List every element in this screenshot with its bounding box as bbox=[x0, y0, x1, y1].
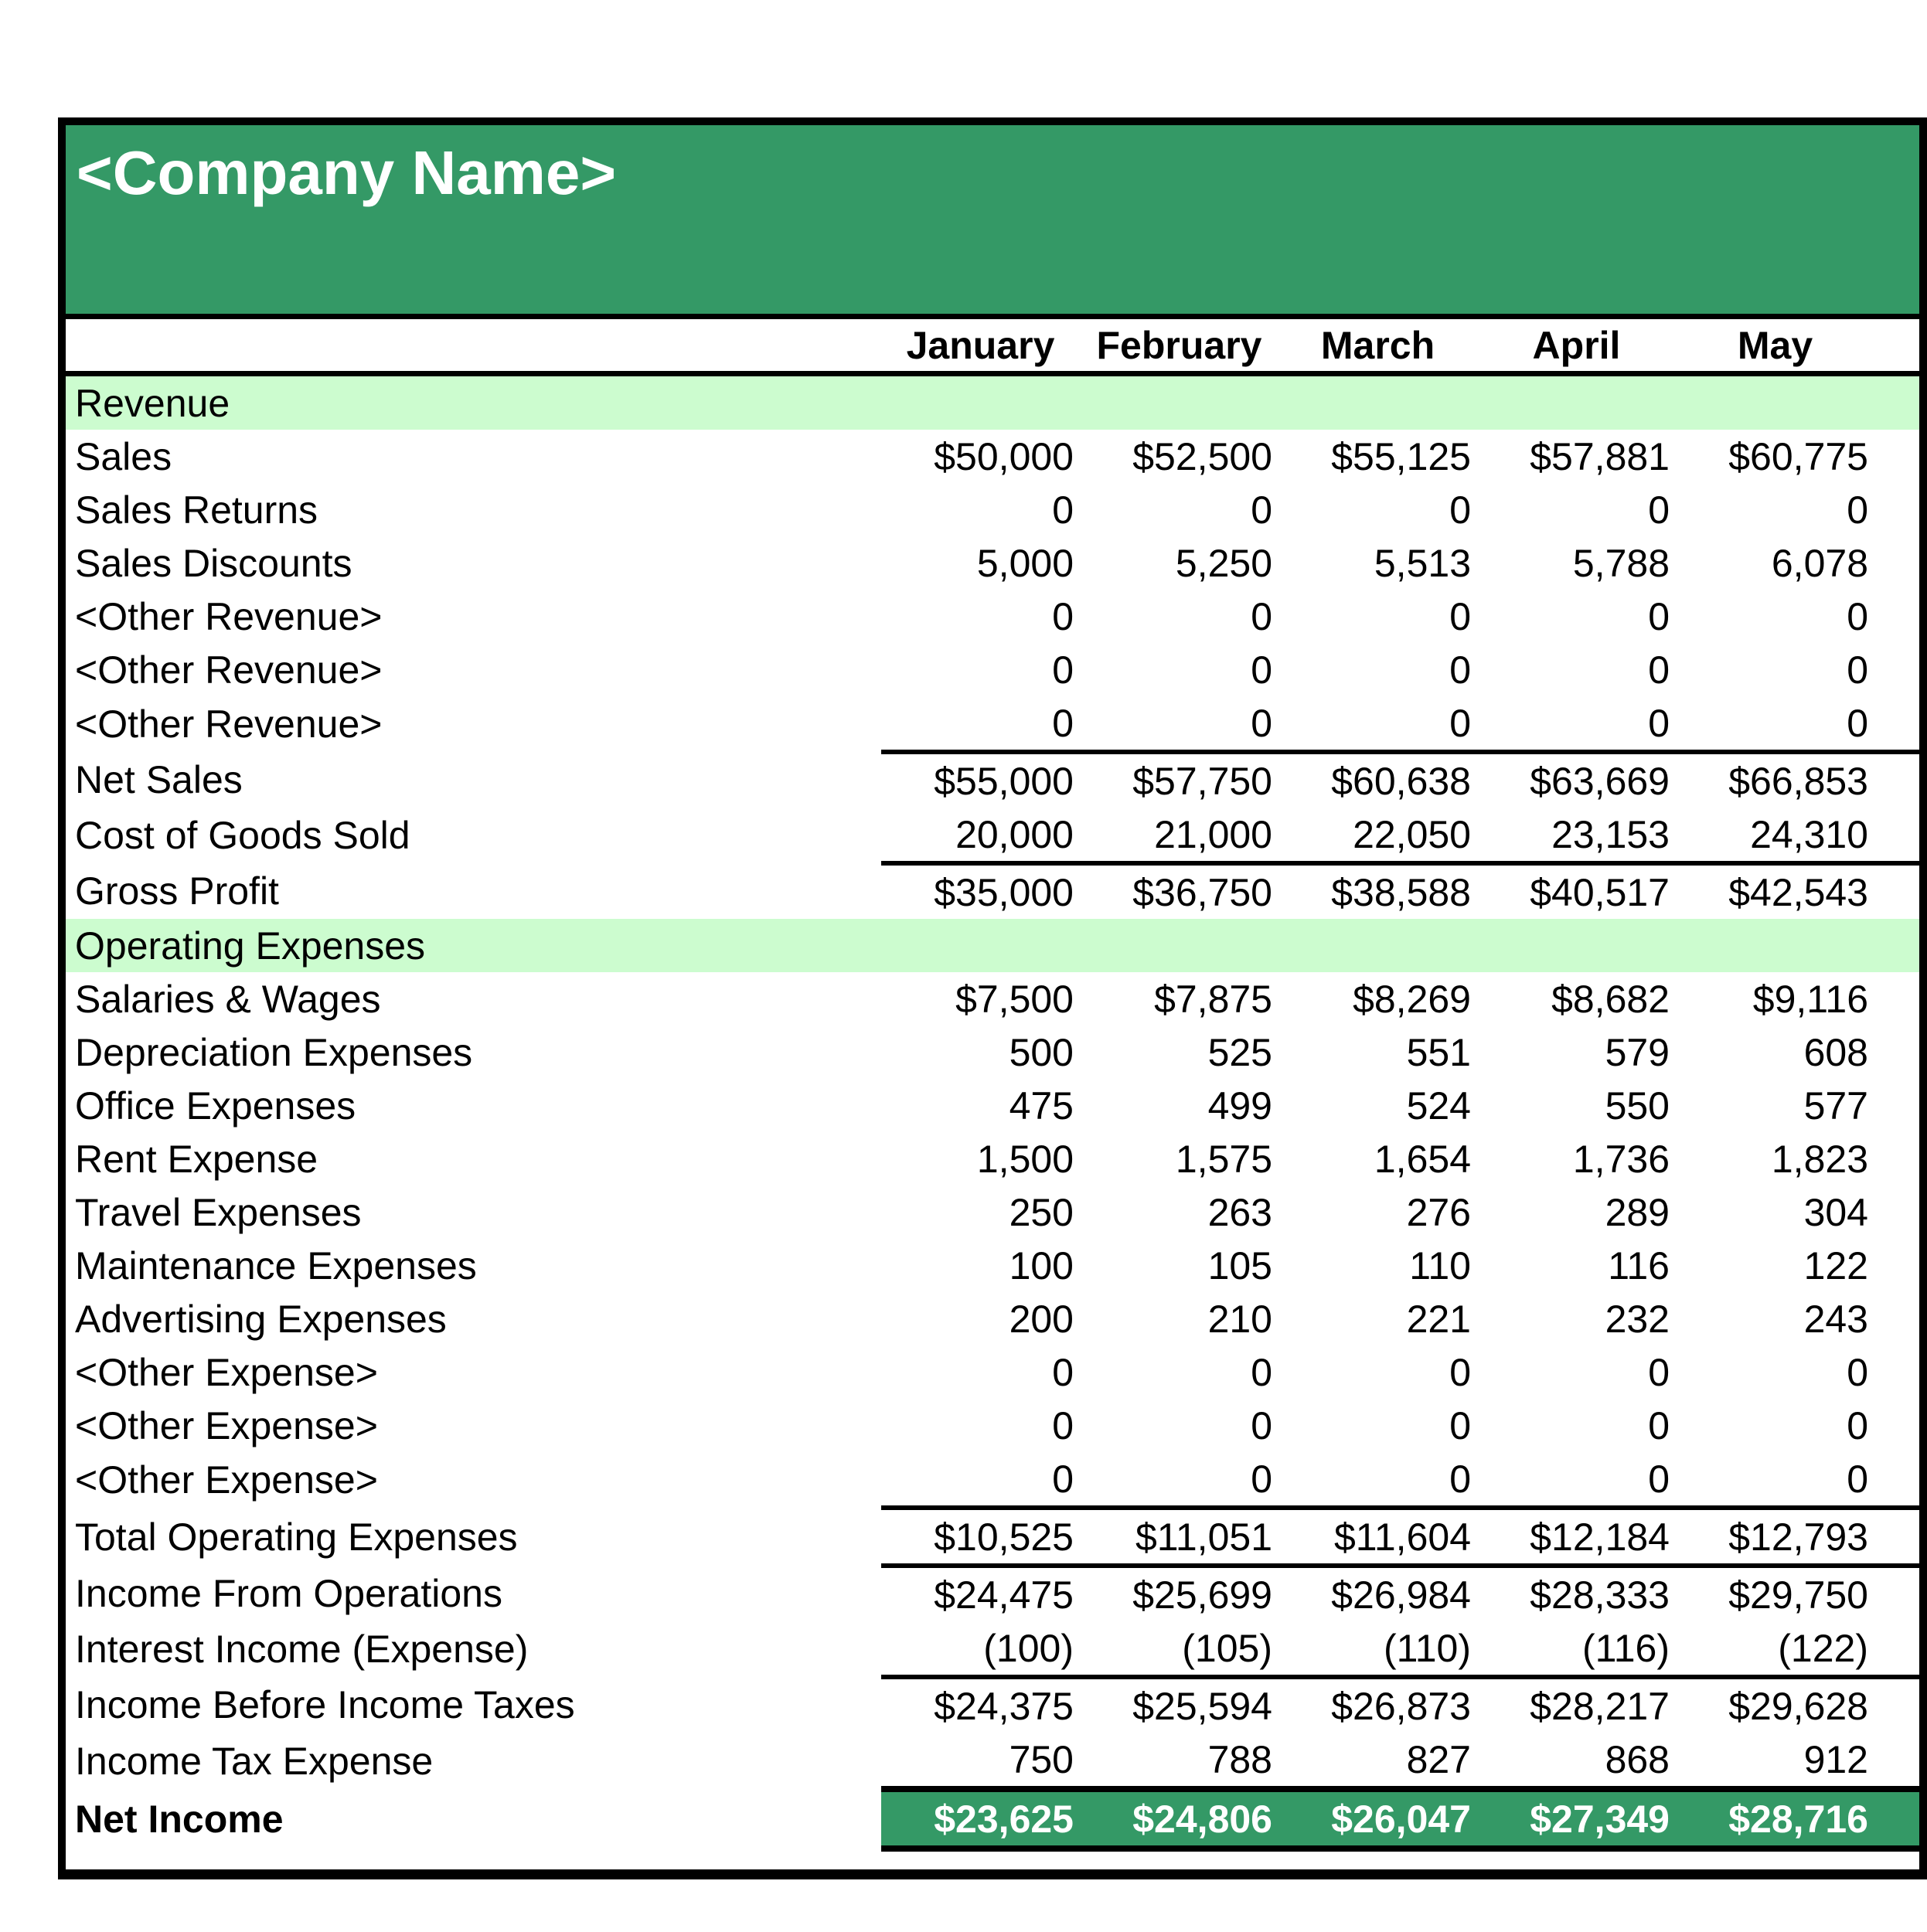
table-row bbox=[66, 643, 1919, 696]
cell-value: $28,716 bbox=[1676, 1789, 1874, 1849]
row-label: Net Income bbox=[75, 1797, 284, 1841]
cell-value: $26,984 bbox=[1278, 1566, 1477, 1621]
cell-value: 100 bbox=[1009, 1243, 1074, 1287]
cell-value: $10,525 bbox=[881, 1508, 1080, 1566]
cell-value: (100) bbox=[983, 1626, 1074, 1670]
cell-value: 0 bbox=[1648, 488, 1670, 532]
cell-value: 110 bbox=[1409, 1243, 1471, 1287]
cell-value: $26,047 bbox=[1278, 1789, 1477, 1849]
cell-value: $35,000 bbox=[881, 863, 1080, 919]
cell-value: 5,000 bbox=[976, 541, 1074, 585]
cell-value: 276 bbox=[1406, 1190, 1471, 1234]
cell-value: $11,604 bbox=[1278, 1508, 1477, 1566]
cell-value: 0 bbox=[1847, 1403, 1868, 1447]
cell-value: $57,881 bbox=[1530, 434, 1670, 478]
cell-value: 200 bbox=[1009, 1297, 1074, 1341]
column-header-april: April bbox=[1477, 319, 1676, 374]
row-trailing-spacer bbox=[1874, 1508, 1919, 1566]
cell-value: 475 bbox=[1009, 1083, 1074, 1128]
cell-value: $23,625 bbox=[881, 1789, 1080, 1849]
table-row bbox=[66, 1292, 1919, 1345]
month-header-row bbox=[66, 319, 1919, 374]
cell-value: 912 bbox=[1803, 1737, 1868, 1781]
cell-value: $52,500 bbox=[1132, 434, 1272, 478]
cell-value: 1,500 bbox=[976, 1137, 1074, 1181]
cell-value: $24,806 bbox=[1080, 1789, 1278, 1849]
table-row bbox=[66, 1566, 1919, 1621]
table-row bbox=[66, 863, 1919, 919]
table-row bbox=[66, 808, 1919, 863]
cell-value: 0 bbox=[1052, 648, 1074, 692]
row-label: <Other Expense> bbox=[75, 1350, 378, 1394]
cell-value: $7,875 bbox=[1154, 977, 1272, 1021]
row-label: Advertising Expenses bbox=[75, 1297, 447, 1341]
cell-value: 0 bbox=[1251, 648, 1272, 692]
cell-value: (105) bbox=[1182, 1626, 1272, 1670]
cell-value: $42,543 bbox=[1676, 863, 1874, 919]
cell-value: $27,349 bbox=[1477, 1789, 1676, 1849]
cell-value: 0 bbox=[1847, 1457, 1868, 1501]
cell-value: (110) bbox=[1383, 1626, 1471, 1670]
cell-value: 0 bbox=[1449, 488, 1471, 532]
row-trailing-spacer bbox=[1874, 1566, 1919, 1621]
column-header-may: May bbox=[1676, 319, 1874, 374]
cell-value: 6,078 bbox=[1771, 541, 1868, 585]
cell-value: 105 bbox=[1207, 1243, 1272, 1287]
cell-value: 5,250 bbox=[1175, 541, 1272, 585]
cell-value: 551 bbox=[1406, 1030, 1471, 1074]
row-trailing-spacer bbox=[1874, 643, 1919, 696]
row-trailing-spacer bbox=[1874, 430, 1919, 483]
cell-value: 250 bbox=[1009, 1190, 1074, 1234]
row-trailing-spacer bbox=[1874, 1345, 1919, 1399]
cell-value: 0 bbox=[1251, 594, 1272, 638]
row-trailing-spacer bbox=[1874, 696, 1919, 752]
cell-value: 0 bbox=[1847, 701, 1868, 745]
row-trailing-spacer bbox=[1874, 1132, 1919, 1185]
cell-value: 24,310 bbox=[1750, 812, 1868, 856]
section-band-label: Operating Expenses bbox=[66, 919, 1919, 972]
cell-value: 0 bbox=[1449, 594, 1471, 638]
row-label: Sales bbox=[75, 434, 172, 478]
cell-value: $36,750 bbox=[1080, 863, 1278, 919]
cell-value: $57,750 bbox=[1080, 752, 1278, 808]
cell-value: 232 bbox=[1605, 1297, 1670, 1341]
cell-value: 750 bbox=[1009, 1737, 1074, 1781]
row-trailing-spacer bbox=[1874, 1621, 1919, 1677]
row-label: Sales Returns bbox=[75, 488, 318, 532]
row-trailing-spacer bbox=[1874, 863, 1919, 919]
cell-value: $26,873 bbox=[1278, 1677, 1477, 1733]
net-income-row bbox=[66, 1789, 1919, 1849]
row-trailing-spacer bbox=[1874, 1292, 1919, 1345]
cell-value: $11,051 bbox=[1080, 1508, 1278, 1566]
cell-value: $66,853 bbox=[1676, 752, 1874, 808]
row-label: Salaries & Wages bbox=[75, 977, 381, 1021]
cell-value: $60,638 bbox=[1278, 752, 1477, 808]
row-trailing-spacer bbox=[1874, 1733, 1919, 1789]
cell-value: 1,736 bbox=[1572, 1137, 1670, 1181]
cell-value: 0 bbox=[1449, 1457, 1471, 1501]
cell-value: $24,375 bbox=[881, 1677, 1080, 1733]
cell-value: 0 bbox=[1251, 488, 1272, 532]
row-label: <Other Expense> bbox=[75, 1403, 378, 1447]
cell-value: 263 bbox=[1207, 1190, 1272, 1234]
cell-value: $60,775 bbox=[1728, 434, 1868, 478]
row-label: <Other Revenue> bbox=[75, 594, 383, 638]
income-statement-sheet bbox=[58, 117, 1927, 1879]
table-row bbox=[66, 1399, 1919, 1452]
cell-value: 0 bbox=[1251, 701, 1272, 745]
cell-value: 0 bbox=[1052, 1350, 1074, 1394]
cell-value: 0 bbox=[1449, 1403, 1471, 1447]
table-row bbox=[66, 483, 1919, 536]
cell-value: 1,823 bbox=[1771, 1137, 1868, 1181]
cell-value: $29,628 bbox=[1676, 1677, 1874, 1733]
cell-value: 0 bbox=[1052, 701, 1074, 745]
cell-value: 1,654 bbox=[1374, 1137, 1471, 1181]
cell-value: $29,750 bbox=[1676, 1566, 1874, 1621]
cell-value: $55,125 bbox=[1331, 434, 1471, 478]
cell-value: (122) bbox=[1778, 1626, 1868, 1670]
cell-value: 243 bbox=[1803, 1297, 1868, 1341]
cell-value: 499 bbox=[1207, 1083, 1272, 1128]
row-label: Interest Income (Expense) bbox=[75, 1628, 529, 1671]
row-label: Depreciation Expenses bbox=[75, 1030, 473, 1074]
row-trailing-spacer bbox=[1874, 1026, 1919, 1079]
cell-value: 0 bbox=[1251, 1350, 1272, 1394]
table-row bbox=[66, 1621, 1919, 1677]
bottom-filler-cell bbox=[66, 1849, 1919, 1900]
row-trailing-spacer bbox=[1874, 536, 1919, 590]
cell-value: 0 bbox=[1251, 1457, 1272, 1501]
table-row bbox=[66, 1026, 1919, 1079]
cell-value: 0 bbox=[1847, 648, 1868, 692]
cell-value: $8,682 bbox=[1551, 977, 1670, 1021]
cell-value: 289 bbox=[1605, 1190, 1670, 1234]
cell-value: 608 bbox=[1803, 1030, 1868, 1074]
table-row bbox=[66, 972, 1919, 1026]
row-trailing-spacer bbox=[1874, 1079, 1919, 1132]
row-trailing-spacer bbox=[1874, 752, 1919, 808]
cell-value: $28,333 bbox=[1477, 1566, 1676, 1621]
row-label: Office Expenses bbox=[75, 1083, 356, 1128]
table-row bbox=[66, 1677, 1919, 1733]
cell-value: 0 bbox=[1648, 1350, 1670, 1394]
table-row bbox=[66, 1452, 1919, 1508]
cell-value: 577 bbox=[1803, 1083, 1868, 1128]
cell-value: $7,500 bbox=[955, 977, 1074, 1021]
cell-value: 0 bbox=[1449, 701, 1471, 745]
cell-value: 21,000 bbox=[1154, 812, 1272, 856]
cell-value: 0 bbox=[1648, 648, 1670, 692]
cell-value: 221 bbox=[1406, 1297, 1471, 1341]
table-row bbox=[66, 590, 1919, 643]
row-trailing-spacer bbox=[1874, 1677, 1919, 1733]
company-name-title: <Company Name> bbox=[77, 138, 617, 207]
table-row bbox=[66, 536, 1919, 590]
cell-value: $25,699 bbox=[1080, 1566, 1278, 1621]
row-trailing-spacer bbox=[1874, 808, 1919, 863]
table-row bbox=[66, 1079, 1919, 1132]
cell-value: 210 bbox=[1207, 1297, 1272, 1341]
cell-value: 0 bbox=[1847, 488, 1868, 532]
cell-value: 524 bbox=[1406, 1083, 1471, 1128]
row-trailing-spacer bbox=[1874, 1239, 1919, 1292]
row-label: Total Operating Expenses bbox=[75, 1515, 518, 1559]
title-banner bbox=[66, 125, 1919, 319]
cell-value: 827 bbox=[1406, 1737, 1471, 1781]
cell-value: 122 bbox=[1803, 1243, 1868, 1287]
table-row bbox=[66, 1132, 1919, 1185]
row-label: Travel Expenses bbox=[75, 1190, 362, 1234]
row-label: Net Sales bbox=[75, 758, 243, 801]
table-row bbox=[66, 1508, 1919, 1566]
row-trailing-spacer bbox=[1874, 483, 1919, 536]
row-label: Maintenance Expenses bbox=[75, 1243, 477, 1287]
cell-value: 116 bbox=[1608, 1243, 1670, 1287]
row-label: Income Tax Expense bbox=[75, 1739, 434, 1783]
cell-value: $50,000 bbox=[934, 434, 1074, 478]
row-trailing-spacer bbox=[1874, 1452, 1919, 1508]
cell-value: $12,793 bbox=[1676, 1508, 1874, 1566]
month-header-spacer bbox=[66, 319, 881, 374]
cell-value: 5,788 bbox=[1572, 541, 1670, 585]
row-label: Sales Discounts bbox=[75, 541, 352, 585]
cell-value: 20,000 bbox=[955, 812, 1074, 856]
section-band-row bbox=[66, 374, 1919, 430]
column-header-february: February bbox=[1080, 319, 1278, 374]
cell-value: 0 bbox=[1449, 1350, 1471, 1394]
cell-value: 500 bbox=[1009, 1030, 1074, 1074]
cell-value: 525 bbox=[1207, 1030, 1272, 1074]
cell-value: 22,050 bbox=[1353, 812, 1471, 856]
row-trailing-spacer bbox=[1874, 590, 1919, 643]
cell-value: 868 bbox=[1605, 1737, 1670, 1781]
cell-value: 0 bbox=[1052, 488, 1074, 532]
row-label: <Other Expense> bbox=[75, 1458, 378, 1502]
cell-value: $12,184 bbox=[1477, 1508, 1676, 1566]
cell-value: 1,575 bbox=[1175, 1137, 1272, 1181]
cell-value: 788 bbox=[1207, 1737, 1272, 1781]
row-label: <Other Revenue> bbox=[75, 702, 383, 746]
cell-value: 23,153 bbox=[1551, 812, 1670, 856]
cell-value: $9,116 bbox=[1752, 977, 1868, 1021]
cell-value: 0 bbox=[1847, 594, 1868, 638]
row-label: Income From Operations bbox=[75, 1572, 502, 1615]
section-band-label: Revenue bbox=[66, 374, 1919, 430]
row-trailing-spacer bbox=[1874, 1399, 1919, 1452]
cell-value: 304 bbox=[1803, 1190, 1868, 1234]
cell-value: $63,669 bbox=[1477, 752, 1676, 808]
table-row bbox=[66, 696, 1919, 752]
cell-value: 0 bbox=[1648, 594, 1670, 638]
cell-value: 0 bbox=[1449, 648, 1471, 692]
cell-value: $8,269 bbox=[1353, 977, 1471, 1021]
cell-value: 0 bbox=[1648, 1457, 1670, 1501]
cell-value: 0 bbox=[1847, 1350, 1868, 1394]
bottom-filler-row bbox=[66, 1849, 1919, 1900]
row-label: Rent Expense bbox=[75, 1137, 318, 1181]
cell-value: 0 bbox=[1648, 1403, 1670, 1447]
table-row bbox=[66, 1733, 1919, 1789]
cell-value: 0 bbox=[1052, 1457, 1074, 1501]
row-label: <Other Revenue> bbox=[75, 648, 383, 692]
column-header-january: January bbox=[881, 319, 1080, 374]
cell-value: 579 bbox=[1605, 1030, 1670, 1074]
cell-value: $55,000 bbox=[881, 752, 1080, 808]
cell-value: 0 bbox=[1251, 1403, 1272, 1447]
table-row bbox=[66, 1345, 1919, 1399]
cell-value: (116) bbox=[1581, 1626, 1670, 1670]
cell-value: $25,594 bbox=[1080, 1677, 1278, 1733]
cell-value: $38,588 bbox=[1278, 863, 1477, 919]
cell-value: $40,517 bbox=[1477, 863, 1676, 919]
table-row bbox=[66, 430, 1919, 483]
cell-value: $24,475 bbox=[881, 1566, 1080, 1621]
cell-value: $28,217 bbox=[1477, 1677, 1676, 1733]
row-trailing-spacer bbox=[1874, 1185, 1919, 1239]
table-row bbox=[66, 1239, 1919, 1292]
cell-value: 5,513 bbox=[1374, 541, 1471, 585]
table-row bbox=[66, 752, 1919, 808]
row-trailing-spacer bbox=[1874, 1789, 1919, 1849]
section-band-row bbox=[66, 919, 1919, 972]
cell-value: 550 bbox=[1605, 1083, 1670, 1128]
table-row bbox=[66, 1185, 1919, 1239]
row-label: Income Before Income Taxes bbox=[75, 1683, 575, 1726]
income-statement-table bbox=[66, 319, 1919, 1900]
cell-value: 0 bbox=[1052, 594, 1074, 638]
row-trailing-spacer bbox=[1874, 972, 1919, 1026]
row-label: Cost of Goods Sold bbox=[75, 814, 410, 857]
cell-value: 0 bbox=[1648, 701, 1670, 745]
column-header-march: March bbox=[1278, 319, 1477, 374]
row-label: Gross Profit bbox=[75, 869, 279, 913]
cell-value: 0 bbox=[1052, 1403, 1074, 1447]
month-header-trailing-spacer bbox=[1874, 319, 1919, 374]
